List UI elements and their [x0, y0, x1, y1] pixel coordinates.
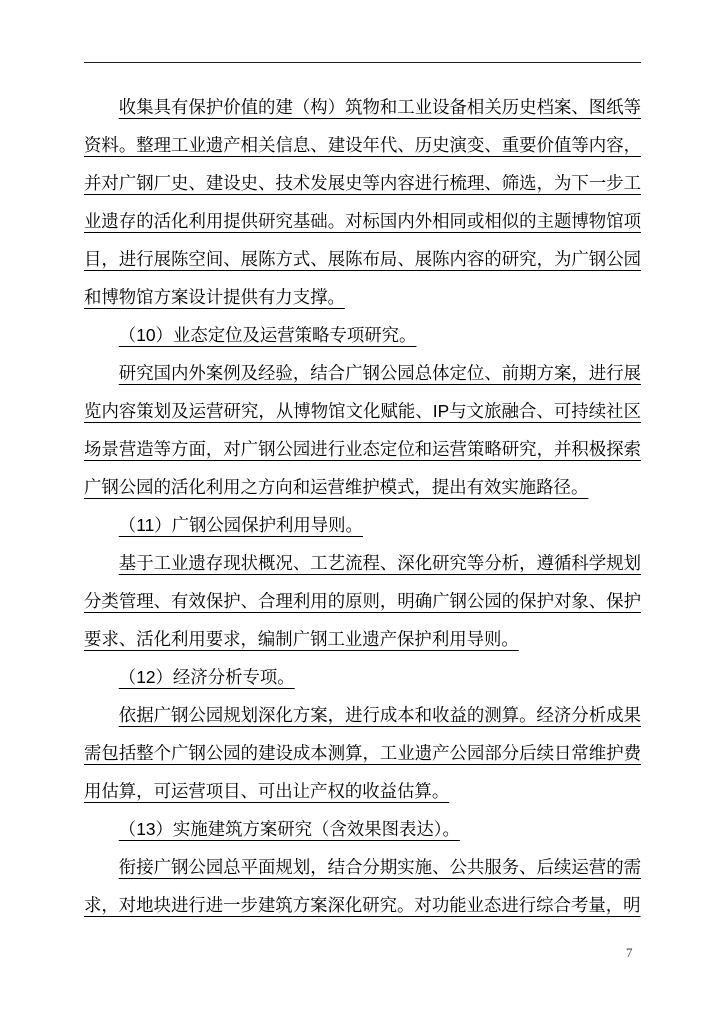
page-number: 7: [626, 945, 633, 960]
heading-item-11: （11）广钢公园保护利用导则。: [118, 515, 363, 535]
heading-item-10: （10）业态定位及运营策略专项研究。: [118, 325, 417, 345]
heading-item-13: （13）实施建筑方案研究（含效果图表达）。: [118, 819, 460, 839]
heading-item-12: （12）经济分析专项。: [118, 667, 295, 687]
paragraph-protection-guidelines: 基于工业遗存现状概况、工艺流程、深化研究等分析，遵循科学规划分类管理、有效保护、合理利用的原则，明确广钢公园的保护对象、保护要求、活化利用要求，编制广钢工业遗产保护利用导则。: [84, 553, 641, 649]
paragraph-operations-strategy-research: 研究国内外案例及经验，结合广钢公园总体定位、前期方案，进行展览内容策划及运营研究，从博物馆文化赋能、IP与文旅融合、可持续社区场景营造等方面，对广钢公园进行业态定位和运营策略研究，并积极探索广钢公园的活化利用之方向和运营维护模式，提出有效实施路径。: [84, 363, 641, 497]
paragraph-implementation-architecture: 衔接广钢公园总平面规划，结合分期实施、公共服务、后续运营的需求，对地块进行进一步建筑方案深化研究。对功能业态进行综合考量，明: [84, 857, 641, 915]
document-body: [84, 88, 641, 924]
header-rule: [84, 62, 641, 63]
paragraph-economic-analysis: 依据广钢公园规划深化方案，进行成本和收益的测算。经济分析成果需包括整个广钢公园的建设成本测算，工业遗产公园部分后续日常维护费用估算，可运营项目、可出让产权的收益估算。: [84, 705, 641, 801]
paragraph-heritage-archives: 收集具有保护价值的建（构）筑物和工业设备相关历史档案、图纸等资料。整理工业遗产相关信息、建设年代、历史演变、重要价值等内容，并对广钢厂史、建设史、技术发展史等内容进行梳理、筛选，为下一步工业遗存的活化利用提供研究基础。对标国内外相同或相似的主题博物馆项目，进行展陈空间、展陈方式、展陈布局、展陈内容的研究，为广钢公园和博物馆方案设计提供有力支撑。: [84, 97, 641, 307]
